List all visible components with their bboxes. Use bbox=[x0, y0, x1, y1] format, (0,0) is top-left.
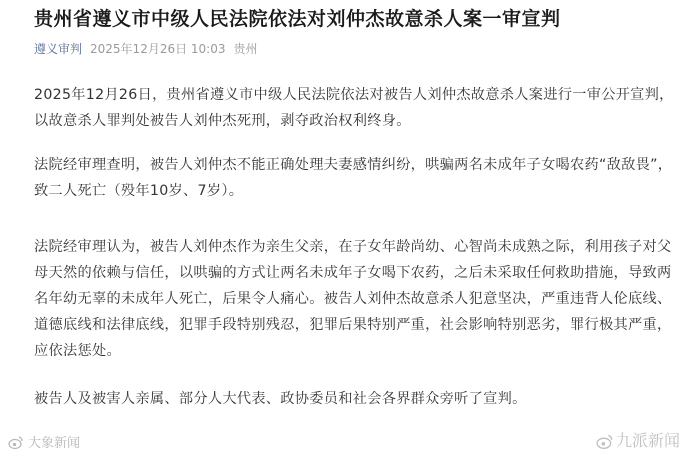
paragraph: 2025年12月26日，贵州省遵义市中级人民法院依法对被告人刘仲杰故意杀人案进行一审公开宣判，以故意杀人罪判处被告人刘仲杰死刑，剥夺政治权利终身。 bbox=[34, 87, 674, 129]
paragraph: 法院经审理查明，被告人刘仲杰不能正确处理夫妻感情纠纷，哄骗两名未成年子女喝农药“敌敌畏”，致二人死亡（殁年10岁、7岁）。 bbox=[34, 157, 673, 199]
watermark-right bbox=[596, 428, 680, 451]
watermark-right-text: 九派新闻 bbox=[615, 431, 680, 450]
paragraph: 法院经审理认为，被告人刘仲杰作为亲生父亲，在子女年龄尚幼、心智尚未成熟之际，利用孩子对父母天然的依赖与信任，以哄骗的方式让两名未成年子女喝下农药，之后未采取任何救助措施，导致两名年幼无辜的未成年人死亡，后果令人痛心。被告人刘仲杰故意杀人犯意坚决，严重违背人伦底线、道德底线和法律底线，犯罪手段特别残忍，犯罪后果特别严重，社会影响特别恶劣，罪行极其严重，应依法惩处。 bbox=[34, 239, 672, 359]
source-link[interactable]: 遵义审判 bbox=[34, 42, 83, 56]
article bbox=[34, 0, 674, 412]
paragraph: 被告人及被害人亲属、部分人大代表、政协委员和社会各界群众旁听了宣判。 bbox=[34, 391, 527, 407]
article-meta bbox=[34, 40, 674, 58]
publish-datetime: 2025年12月26日 10:03 bbox=[90, 42, 226, 56]
publish-location: 贵州 bbox=[233, 42, 258, 56]
watermark-left bbox=[8, 432, 80, 451]
article-title: 贵州省遵义市中级人民法院依法对刘仲杰故意杀人案一审宣判 bbox=[34, 8, 561, 30]
weibo-icon bbox=[596, 432, 612, 448]
watermark-left-text: 大象新闻 bbox=[28, 436, 81, 451]
weibo-icon bbox=[8, 434, 24, 450]
